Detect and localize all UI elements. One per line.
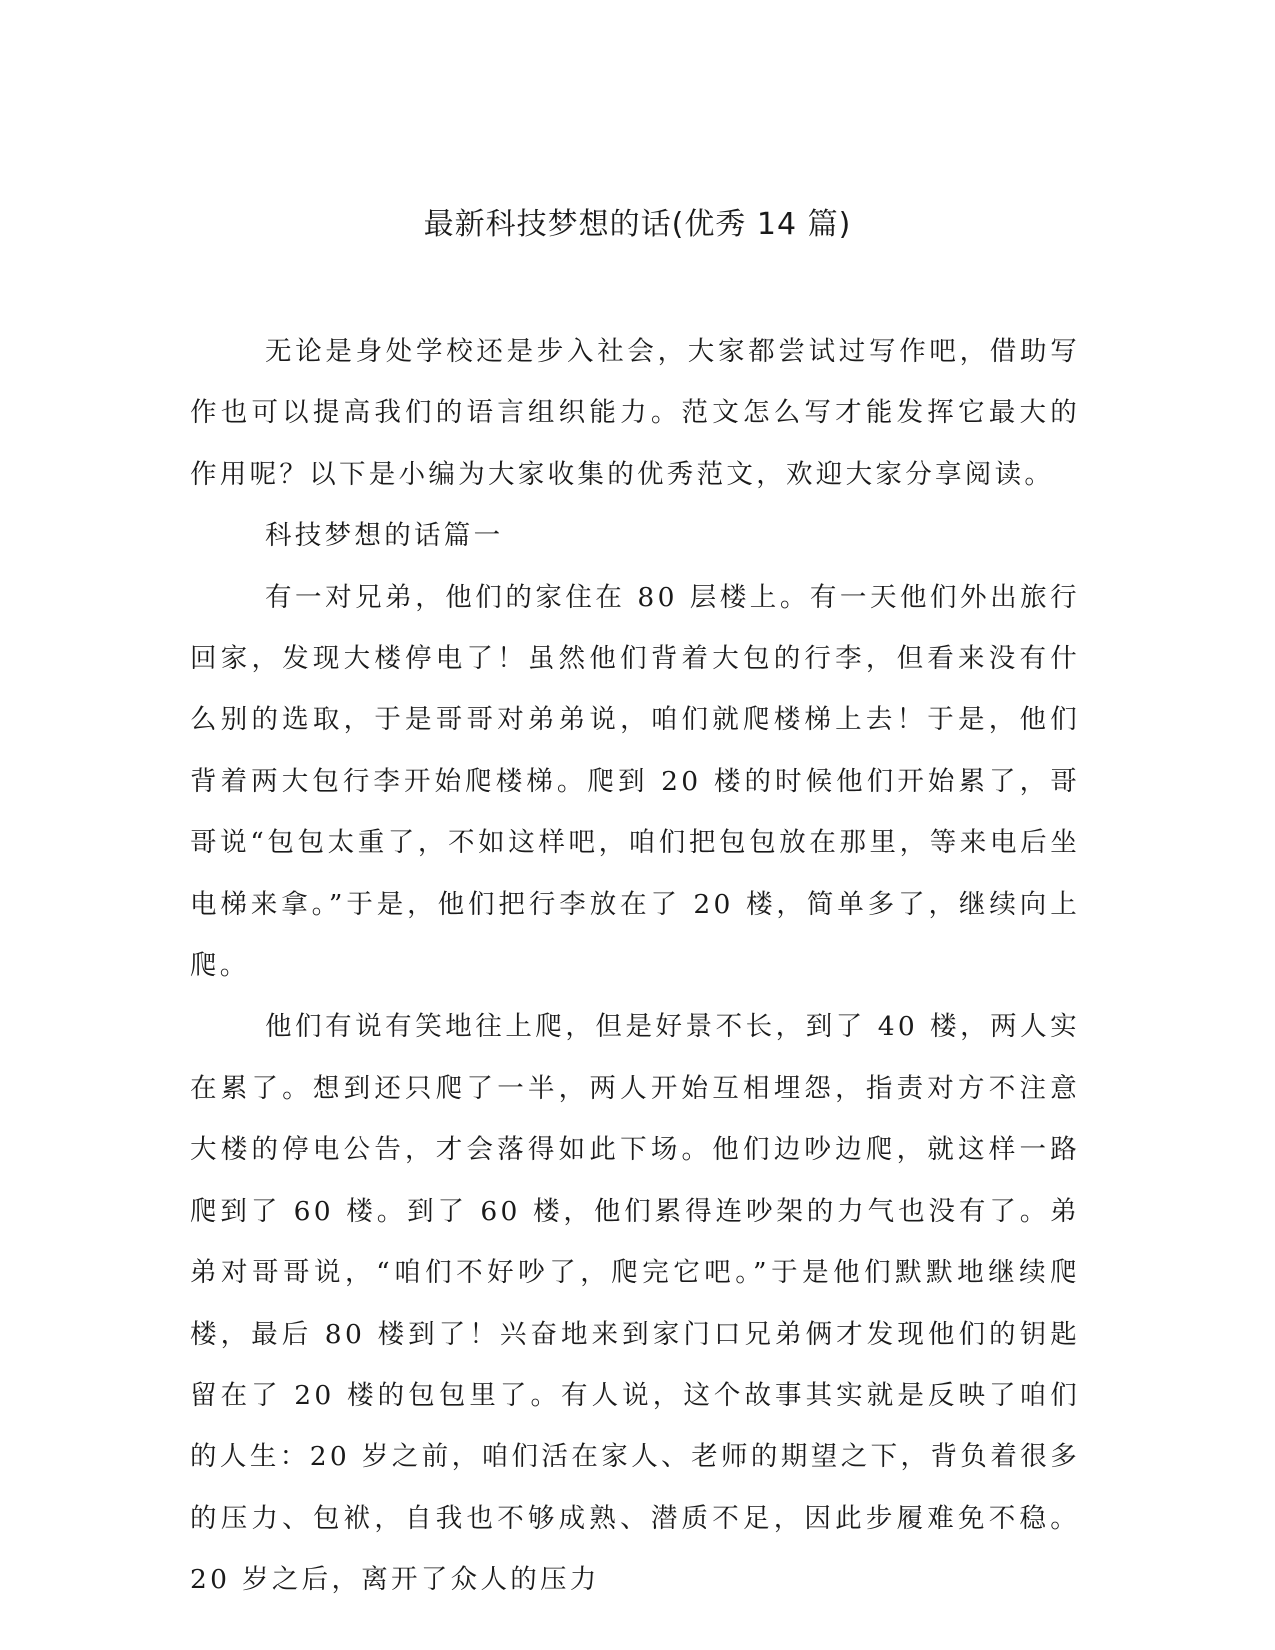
document-body <box>190 321 1080 1611</box>
paragraph-story-1: 有一对兄弟，他们的家住在 80 层楼上。有一天他们外出旅行回家，发现大楼停电了！虽然他们背着大包的行李，但看来没有什么别的选取，于是哥哥对弟弟说，咱们就爬楼梯上去！于是，他们背着两大包行李开始爬楼梯。爬到 20 楼的时候他们开始累了，哥哥说“包包太重了，不如这样吧，咱们把包包放在那里，等来电后坐电梯来拿。”于是，他们把行李放在了 20 楼，简单多了，继续向上爬。 <box>190 581 1080 982</box>
section-heading: 科技梦想的话篇一 <box>265 520 504 552</box>
paragraph-story-2: 他们有说有笑地往上爬，但是好景不长，到了 40 楼，两人实在累了。想到还只爬了一半，两人开始互相埋怨，指责对方不注意大楼的停电公告，才会落得如此下场。他们边吵边爬，就这样一路爬到了 60 楼。到了 60 楼，他们累得连吵架的力气也没有了。弟弟对哥哥说，“咱们不好吵了，爬完它吧。”于是他们默默地继续爬楼，最后 80 楼到了！兴奋地来到家门口兄弟俩才发现他们的钥匙留在了 20 楼的包包里了。有人说，这个故事其实就是反映了咱们的人生：20 岁之前，咱们活在家人、老师的期望之下，背负着很多的压力、包袱，自我也不够成熟、潜质不足，因此步履难免不稳。20 岁之后，离开了众人的压力 <box>190 1011 1080 1596</box>
document-title: 最新科技梦想的话(优秀 14 篇) <box>423 207 852 242</box>
paragraph-intro: 无论是身处学校还是步入社会，大家都尝试过写作吧，借助写作也可以提高我们的语言组织能力。范文怎么写才能发挥它最大的作用呢？以下是小编为大家收集的优秀范文，欢迎大家分享阅读。 <box>190 336 1080 490</box>
